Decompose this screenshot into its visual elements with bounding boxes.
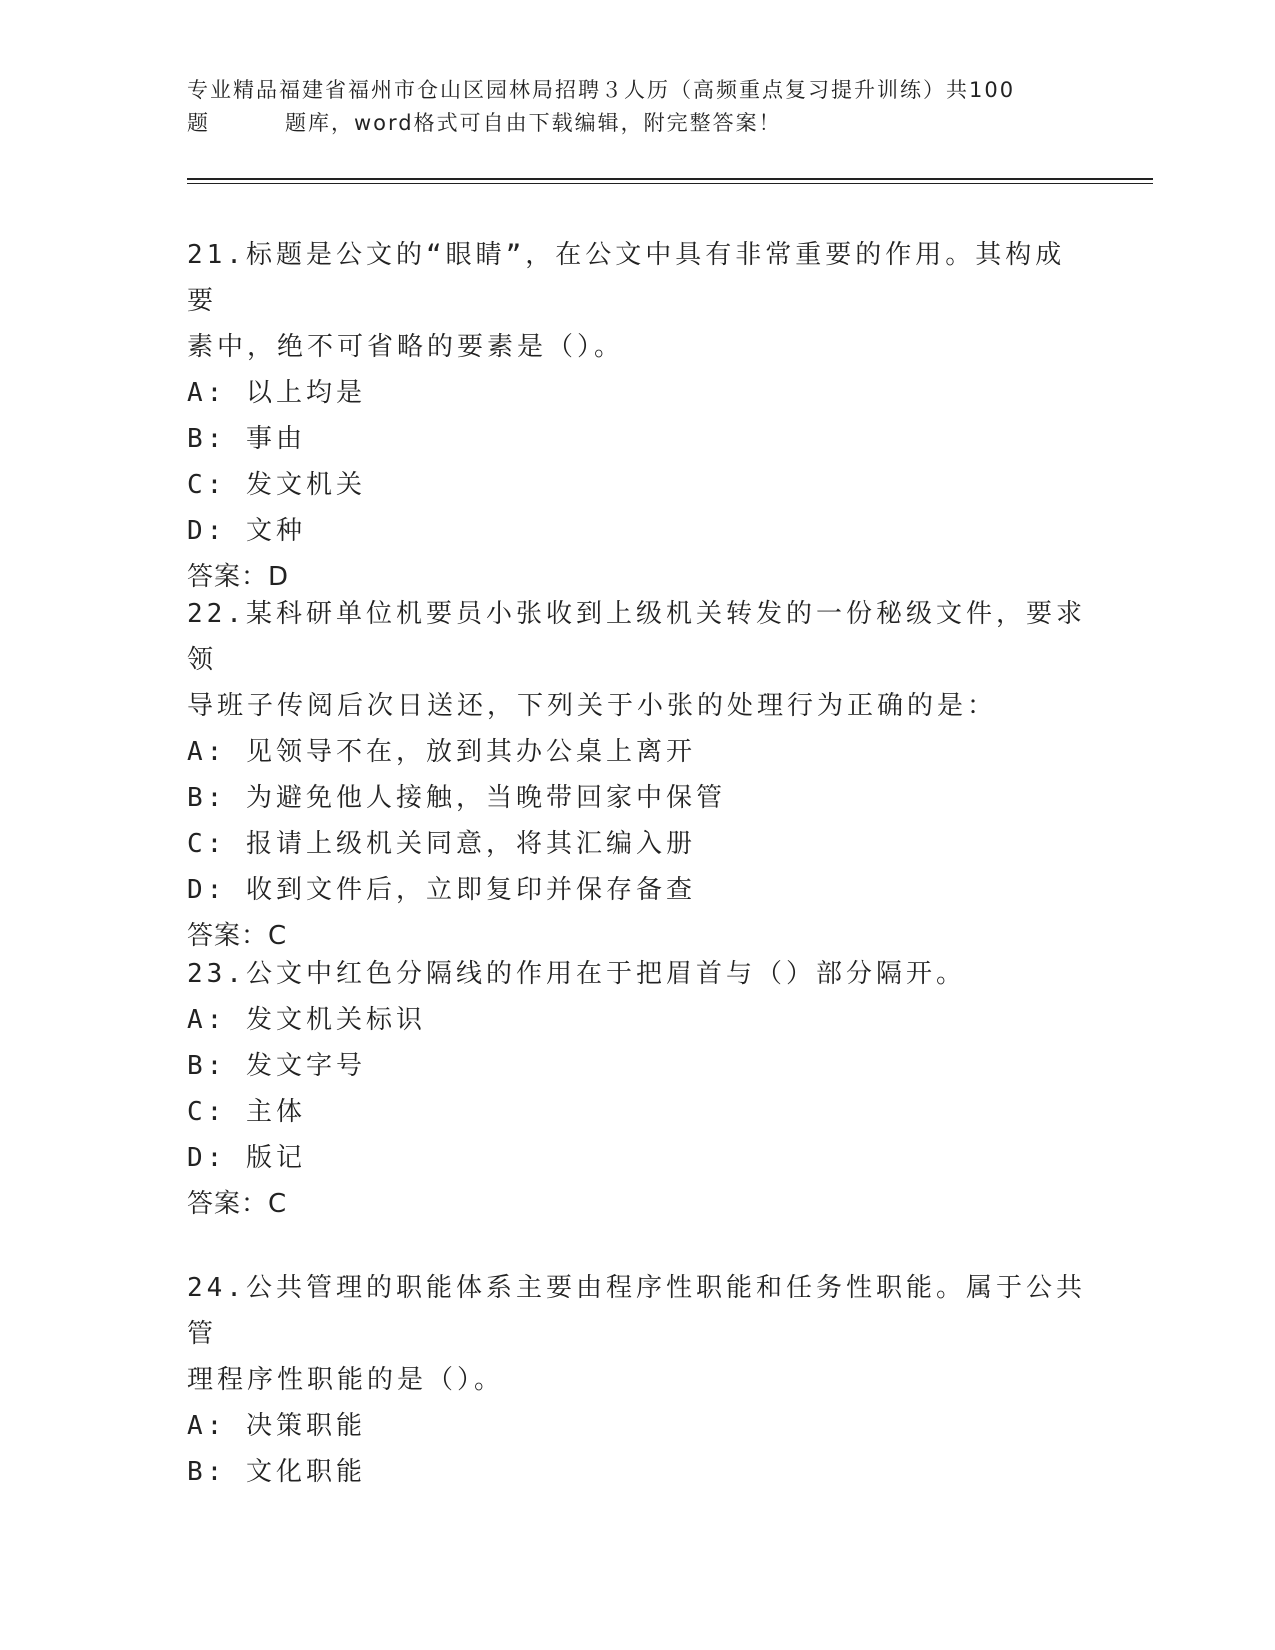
question-stem-cont: 素中，绝不可省略的要素是（）。 [187,332,625,362]
page-header [187,74,1087,140]
option-d: D: 版记 [187,1143,306,1173]
option-a: A: 见领导不在，放到其办公桌上离开 [187,737,696,767]
option-b: B: 文化职能 [187,1457,366,1487]
option-a: A: 发文机关标识 [187,1005,426,1035]
option-a: A: 决策职能 [187,1411,366,1441]
answer: 答案：D [187,562,290,592]
question-stem: 23.公文中红色分隔线的作用在于把眉首与（）部分隔开。 [187,959,966,989]
question-24 [187,1265,1087,1495]
header-line-1: 专业精品福建省福州市仓山区园林局招聘３人历（高频重点复习提升训练）共100 [187,78,1016,102]
question-stem: 24.公共管理的职能体系主要由程序性职能和任务性职能。属于公共管 [187,1273,1086,1349]
option-d: D: 文种 [187,516,306,546]
option-b: B: 事由 [187,424,306,454]
option-c: C: 主体 [187,1097,306,1127]
option-a: A: 以上均是 [187,378,366,408]
option-b: B: 为避免他人接触，当晚带回家中保管 [187,783,726,813]
answer: 答案：C [187,921,288,951]
option-c: C: 报请上级机关同意，将其汇编入册 [187,829,696,859]
header-line-2-rest: 题库，word格式可自由下载编辑，附完整答案！ [285,111,782,135]
question-22 [187,591,1087,959]
header-divider-thick [187,178,1153,180]
question-stem-cont: 理程序性职能的是（）。 [187,1365,505,1395]
option-c: C: 发文机关 [187,470,366,500]
answer: 答案：C [187,1189,288,1219]
question-stem: 22.某科研单位机要员小张收到上级机关转发的一份秘级文件，要求领 [187,599,1086,675]
option-d: D: 收到文件后，立即复印并保存备查 [187,875,696,905]
header-divider-thin [187,183,1153,184]
question-stem-cont: 导班子传阅后次日送还，下列关于小张的处理行为正确的是： [187,691,998,721]
option-b: B: 发文字号 [187,1051,366,1081]
header-line-2-start: 题 [187,111,210,135]
question-stem: 21.标题是公文的“眼睛”，在公文中具有非常重要的作用。其构成要 [187,240,1066,316]
header-line-2 [187,107,1087,140]
question-23 [187,951,1087,1227]
question-21 [187,232,1087,600]
